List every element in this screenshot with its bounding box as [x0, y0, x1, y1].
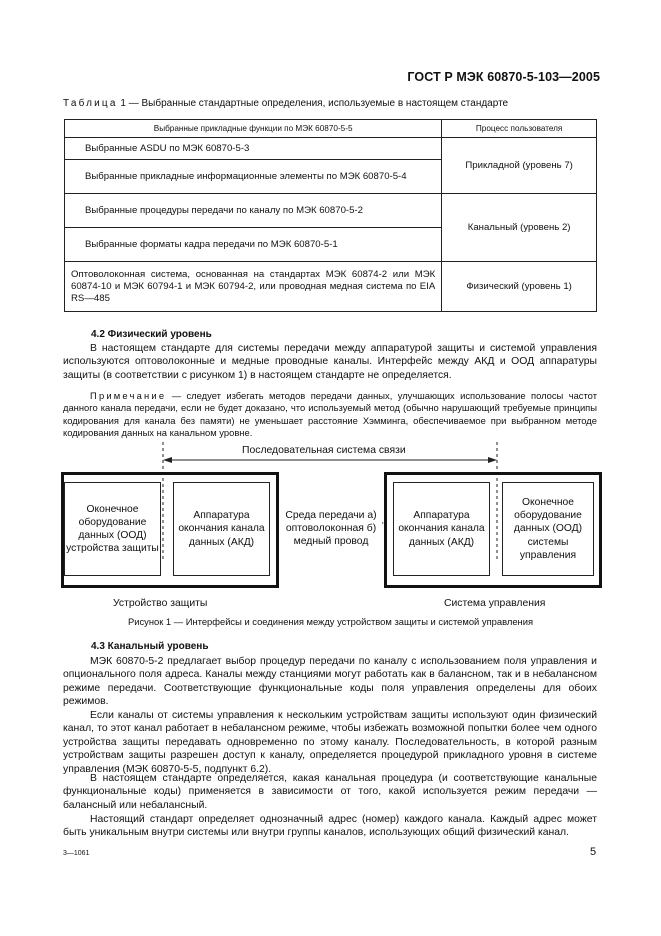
column-header-process: Процесс пользователя	[442, 120, 597, 138]
print-code: 3—1061	[63, 850, 90, 857]
document-header: ГОСТ Р МЭК 60870-5-103—2005	[407, 70, 600, 84]
medium-label: Среда передачи а) оптоволоконная б) медный провод	[280, 509, 382, 548]
note: Примечание — следует избегать методов передачи данных, улучшающих использование полосы частот данного канала передачи, если не будет доказано, что используемый метод (обычно нарушающий требуемые принципы кодирования для канала без памяти) не уменьшает расстояние Хэмминга, обеспечиваемое при выбранном методе кодирования данных на канальном уровне.	[63, 390, 597, 439]
paragraph: Настоящий стандарт определяет однозначный адрес (номер) каждого канала. Каждый адрес может быть уникальным внутри системы или внутри группы каналов, использующих общий физический канал.	[63, 814, 597, 839]
standards-table	[64, 119, 597, 312]
table-cell: Выбранные процедуры передачи по каналу по МЭК 60870-5-2	[65, 194, 442, 228]
column-header-functions: Выбранные прикладные функции по МЭК 60870-5-5	[65, 120, 442, 138]
section-title-4-3: 4.3 Канальный уровень	[91, 641, 209, 652]
paragraph: МЭК 60870-5-2 предлагает выбор процедур передачи по каналу с использованием поля управления и опционального поля адреса. Каналы между станциями могут работать как в балансном, так и в небалансном режиме передачи. Соответствующие функциональные коды поля управления определены для обоих режимов.	[63, 656, 597, 708]
table-cell: Выбранные ASDU по МЭК 60870-5-3	[65, 138, 442, 160]
section-title-4-2: 4.2 Физический уровень	[91, 329, 212, 340]
table-cell-level: Канальный (уровень 2)	[442, 194, 597, 262]
dte-protection-box: Оконечное оборудование данных (ООД) устройства защиты	[64, 482, 161, 576]
paragraph: В настоящем стандарте определяется, какая канальная процедура (и соответствующие канальные функциональные коды) применяется в зависимости от того, какой используется режим передачи — балансный или небалансный.	[63, 773, 597, 811]
dte-control-box: Оконечное оборудование данных (ООД) системы управления	[502, 482, 594, 576]
control-system-label: Система управления	[444, 598, 546, 609]
table-caption: Таблица 1 — Выбранные стандартные определения, используемые в настоящем стандарте	[63, 98, 509, 109]
page-number: 5	[590, 846, 597, 858]
table-cell: Выбранные прикладные информационные элементы по МЭК 60870-5-4	[65, 160, 442, 194]
dce-right-box: Аппаратура окончания канала данных (АКД)	[393, 482, 490, 576]
dce-left-box: Аппаратура окончания канала данных (АКД)	[173, 482, 270, 576]
table-cell-level: Прикладной (уровень 7)	[442, 138, 597, 194]
protection-device-label: Устройство защиты	[113, 598, 208, 609]
paragraph: Если каналы от системы управления к нескольким устройствам защиты используют один физический канал, то этот канал работает в небалансном режиме, чтобы избежать возможной попытки более чем одного устройства защиты передавать одновременно по этому каналу. Последовательность, в которой разным устройствам защиты разрешен доступ к каналу, определяется процедурой прикладного уровня в системе управления (МЭК 60870-5-5, подпункт 6.2).	[63, 710, 597, 775]
table-cell: Оптоволоконная система, основанная на стандартах МЭК 60874-2 или МЭК 60874-10 и МЭК 60794-1 и МЭК 60794-2, или проводная медная система по EIA RS—485	[65, 262, 442, 312]
table-cell-level: Физический (уровень 1)	[442, 262, 597, 312]
figure-caption: Рисунок 1 — Интерфейсы и соединения между устройством защиты и системой управления	[127, 616, 534, 627]
paragraph: В настоящем стандарте для системы передачи между аппаратурой защиты и системой управления используются оптоволоконные и медные проводные каналы. Интерфейс между АКД и ООД аппаратуры защиты (в соответствии с рисунком 1) в настоящем стандарте не определяется.	[63, 343, 597, 381]
table-cell: Выбранные форматы кадра передачи по МЭК 60870-5-1	[65, 228, 442, 262]
serial-link-label: Последовательная система связи	[242, 445, 406, 456]
